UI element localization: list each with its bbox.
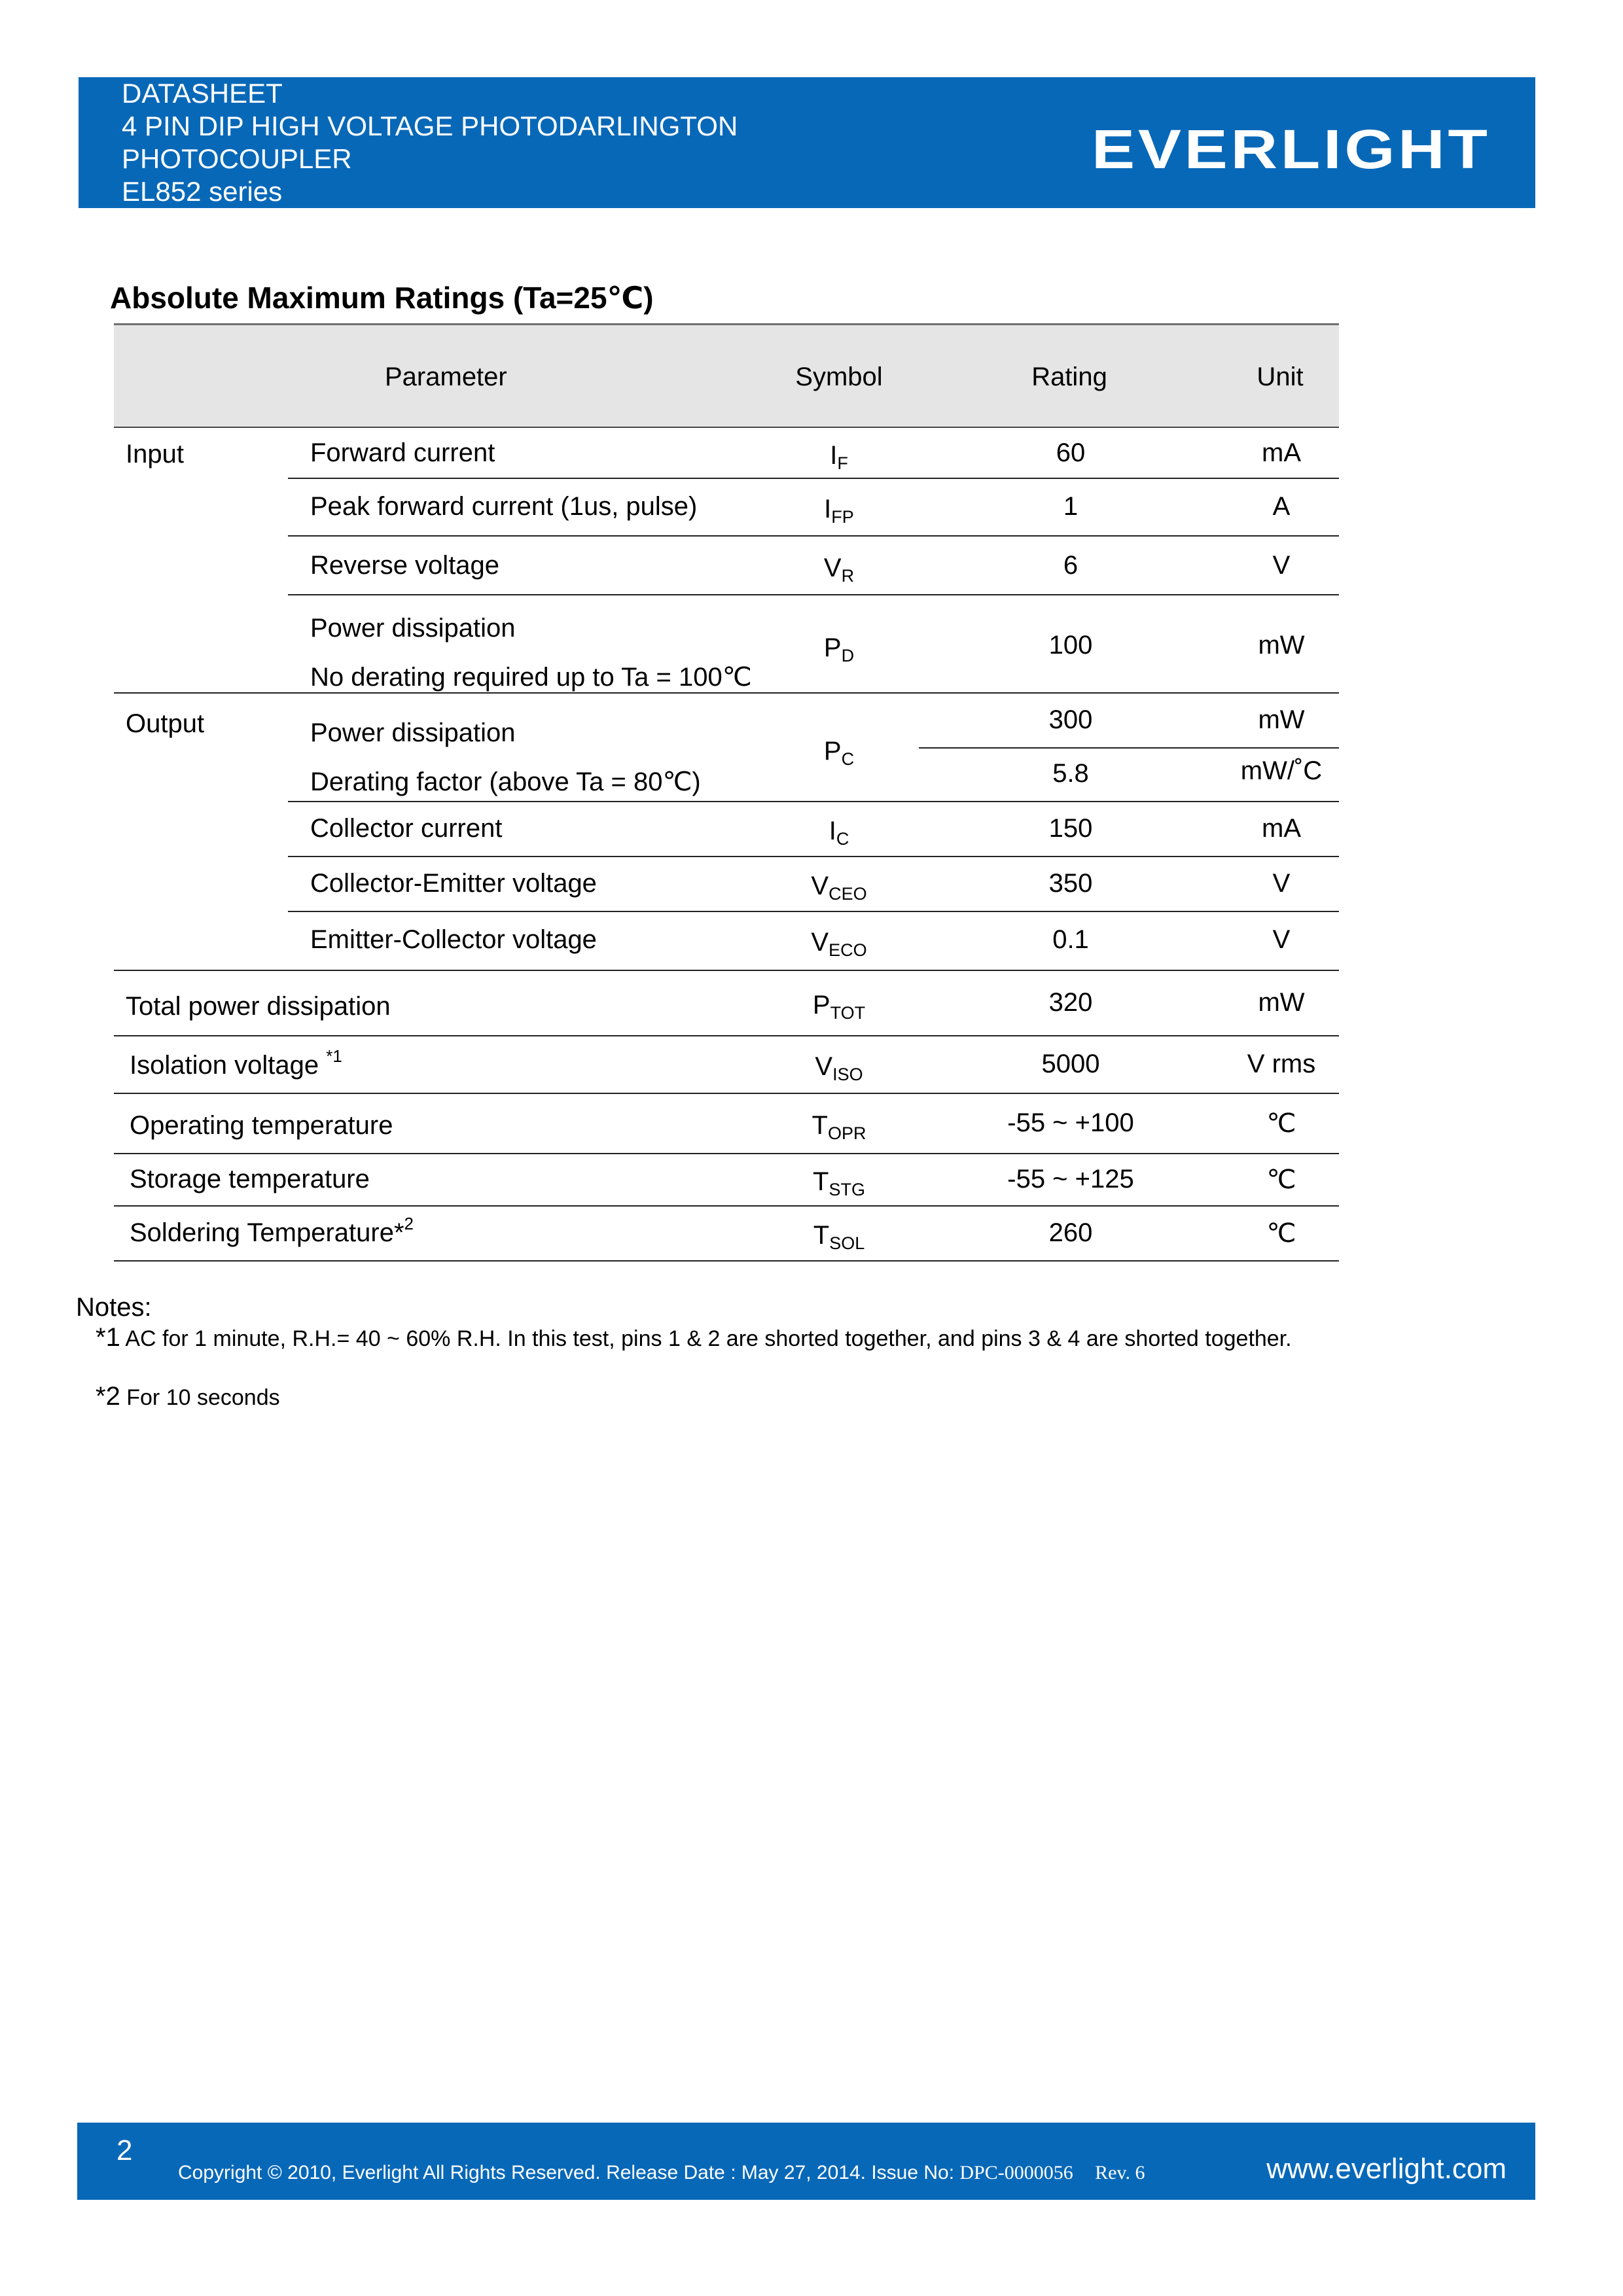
param-output-power-dissipation: Power dissipation [310,718,516,747]
issue-number: DPC-0000056 [959,2162,1073,2183]
row-divider [114,1153,1339,1154]
revision: Rev. 6 [1095,2162,1145,2183]
row-divider [288,911,1339,912]
header-line-series: EL852 series [122,176,283,207]
rating-storage-temperature: -55 ~ +125 [1007,1165,1134,1193]
param-collector-current: Collector current [310,814,503,843]
rating-soldering-temperature: 260 [1048,1218,1093,1247]
rating-veco: 0.1 [1052,925,1089,954]
row-divider [288,478,1339,479]
unit-collector-current: mA [1262,814,1301,843]
section-title: Absolute Maximum Ratings (Ta=25℃) [110,281,654,315]
rating-output-power: 300 [1048,705,1093,734]
header-line-product: 4 PIN DIP HIGH VOLTAGE PHOTODARLINGTON [122,111,738,141]
header-unit: Unit [1257,362,1304,391]
rating-collector-current: 150 [1048,814,1093,843]
param-operating-temperature: Operating temperature [130,1111,393,1140]
param-input-derating-note: No derating required up to Ta = 100℃ [310,663,752,692]
param-isolation-voltage: Isolation voltage $^{*1}$ [130,1046,342,1080]
rating-peak-forward-current: 1 [1063,492,1079,521]
header-line-type: PHOTOCOUPLER [122,143,352,174]
symbol-viso: $V_{ISO}$ [815,1052,863,1084]
group-output-label: Output [126,709,205,738]
unit-operating-temperature: ℃ [1266,1109,1296,1138]
header-band [79,77,1535,208]
rating-isolation-voltage: 5000 [1041,1050,1100,1078]
unit-forward-current: mA [1262,438,1301,467]
rating-total-power: 320 [1048,988,1093,1017]
param-forward-current: Forward current [310,438,495,467]
footer-band [77,2123,1535,2200]
symbol-topr: $T_{OPR}$ [812,1111,866,1143]
param-storage-temperature: Storage temperature [130,1165,370,1193]
group-divider [114,692,1339,694]
symbol-veco: $V_{ECO}$ [811,928,867,960]
symbol-vr: $V_R$ [823,554,855,586]
notes-section [76,1293,1292,1411]
unit-total-power: mW [1258,988,1305,1017]
header-title-block [122,77,738,208]
unit-peak-forward-current: A [1272,492,1291,521]
unit-input-power: mW [1258,631,1305,660]
row-divider [114,1035,1339,1036]
symbol-tstg: $T_{STG}$ [813,1167,865,1199]
unit-vceo: V [1272,869,1291,898]
everlight-logo: EVERLIGHT [1092,118,1491,180]
symbol-pd: $P_D$ [823,633,855,665]
param-input-power-dissipation: Power dissipation [310,614,516,643]
row-divider [114,1205,1339,1207]
unit-derating-factor: mW/˚C [1240,756,1323,785]
rating-reverse-voltage: 6 [1063,551,1079,580]
group-divider [114,970,1339,971]
unit-storage-temperature: ℃ [1266,1165,1296,1194]
symbol-tsol: $T_{SOL}$ [813,1221,865,1253]
symbol-if: $I_F$ [830,441,848,473]
copyright-text: Copyright © 2010, Everlight All Rights Reserved. Release Date : May 27, 2014. Issue No: DPC-0000056 Rev. 6 [178,2162,1145,2183]
note-ref-1: *1 [326,1046,342,1066]
row-divider [288,594,1339,595]
param-reverse-voltage: Reverse voltage [310,551,500,580]
param-emitter-collector-voltage: Emitter-Collector voltage [310,925,597,954]
param-soldering-temperature: Soldering Temperature*$^2$ [130,1214,414,1247]
table-header-row [114,323,1339,428]
param-peak-forward-current: Peak forward current (1us, pulse) [310,492,698,521]
unit-soldering-temperature: ℃ [1266,1219,1296,1248]
symbol-ifp: $I_{FP}$ [824,495,854,527]
unit-reverse-voltage: V [1272,551,1291,580]
note-ref-2: 2 [404,1214,414,1233]
row-divider [114,1093,1339,1094]
header-line-datasheet: DATASHEET [122,78,283,109]
rating-input-power: 100 [1048,631,1093,660]
unit-output-power: mW [1258,705,1305,734]
note-1: *1 AC for 1 minute, R.H.= 40 ~ 60% R.H. In this test, pins 1 & 2 are shorted together, and pins 3 & 4 are shorted together. [96,1323,1292,1352]
param-total-power-dissipation: Total power dissipation [126,992,391,1021]
row-divider [288,856,1339,857]
sub-row-divider [919,747,1339,749]
symbol-pc: $P_C$ [823,737,855,769]
rating-operating-temperature: -55 ~ +100 [1007,1108,1134,1137]
header-rating: Rating [1031,362,1107,391]
group-input-label: Input [126,440,184,468]
table-bottom-border [114,1260,1339,1262]
header-parameter: Parameter [385,362,507,391]
unit-veco: V [1272,925,1291,954]
row-divider [288,535,1339,537]
param-output-derating-factor: Derating factor (above Ta = 80℃) [310,768,701,796]
symbol-ic: $I_C$ [829,817,849,849]
symbol-ptot: $P_{TOT}$ [812,991,866,1023]
website-link[interactable]: www.everlight.com [1266,2153,1507,2185]
ratings-table [114,323,1339,1260]
note-2: *2 For 10 seconds [96,1382,280,1411]
unit-isolation-voltage: V rms [1247,1050,1316,1078]
header-symbol: Symbol [795,362,883,391]
symbol-vceo: $V_{CEO}$ [811,872,867,904]
rating-derating-factor: 5.8 [1052,759,1089,788]
param-collector-emitter-voltage: Collector-Emitter voltage [310,869,597,898]
rating-vceo: 350 [1048,869,1093,898]
notes-title: Notes: [76,1293,152,1322]
row-divider [288,801,1339,802]
page-number: 2 [116,2134,133,2166]
rating-forward-current: 60 [1056,438,1086,467]
